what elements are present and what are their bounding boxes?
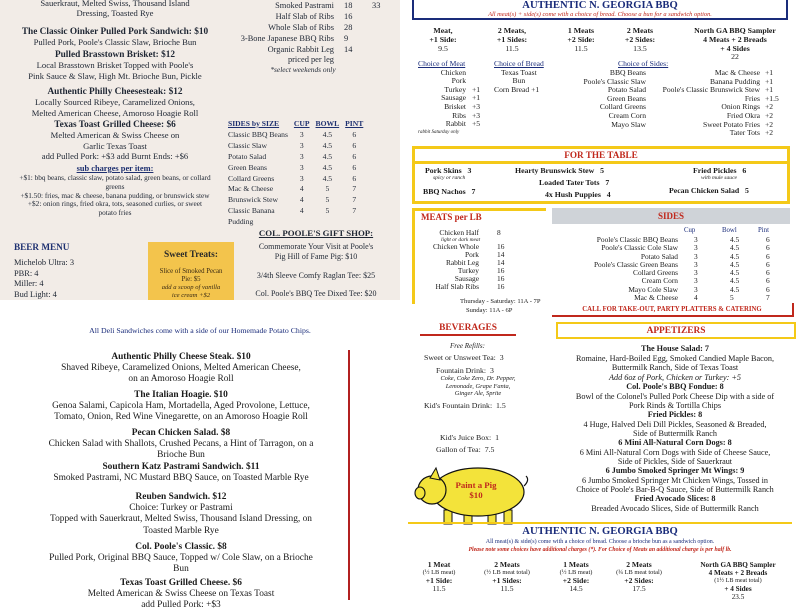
side-option: Cream Corn [608, 110, 646, 120]
side-price: 4 [299, 195, 304, 205]
meat-lb-row [415, 229, 546, 237]
sides-by-size-table [224, 118, 367, 229]
appetizer-name: 6 Mini All-Natural Corn Dogs: 8 [618, 438, 732, 447]
side-name: Brunswick Stew [228, 195, 278, 205]
deli-item-desc: Shaved Ribeye, Caramelized Onions, Melted American Cheese, [61, 363, 301, 374]
cup-price: 3 [694, 284, 698, 294]
meat-lb-price: 8 [497, 228, 501, 237]
appetizer-item [550, 382, 800, 411]
side-price: 4.5 [322, 162, 333, 172]
meat-upcharge: +3 [472, 110, 481, 120]
meat-lb-name: Chicken Half [439, 228, 479, 237]
appetizer-desc: Breaded Avocado Slices, Side of Buttermilk Ranch [591, 503, 759, 513]
meat-name: Pork [451, 76, 466, 86]
bowl-price: 4.5 [730, 251, 740, 261]
side-upcharge: +2 [765, 119, 774, 129]
meat-lb-name: Turkey [457, 266, 479, 275]
side-option: Green Beans [606, 93, 646, 103]
side-row [226, 218, 365, 227]
meat-lb-name: Pork [465, 250, 479, 259]
choice-of-bread: Choice of Bread Texas Toast Bun Corn Bread +1 [494, 59, 544, 94]
cup-price: 3 [694, 251, 698, 261]
deli-item-desc: on an Amoroso Hoagie Roll [128, 374, 234, 385]
side-price: 3 [299, 173, 304, 183]
side-name: Classic BBQ Beans [228, 129, 288, 139]
side-price: 6 [352, 129, 357, 139]
gift-shop: COL. POOLE'S GIFT SHOP: Commemorate Your Visit at Poole's Pig Hill of Fame Pig: $10 3/4th Sleeve Comfy Raglan Tee: $25 Col. Poole's BBQ Tee Dixed Tee: $20 [255, 228, 377, 298]
combo: 2 Meats (½ LB meat total) +1 Sides: 11.5 [484, 560, 530, 593]
side-name: Potato Salad [640, 251, 678, 261]
pint-price: 6 [766, 235, 770, 244]
combo: 2 Meats, +1 Sides: 11.5 [496, 26, 528, 53]
meat-lb-price: 16 [497, 242, 505, 251]
side-row [226, 131, 365, 140]
meat-lb-row [415, 283, 546, 291]
table-item: Loaded Tater Tots 7 [539, 178, 610, 187]
meat-lb-name: Half Slab Ribs [435, 282, 479, 291]
pig-label: Paint a Pig $10 [455, 480, 497, 500]
choice-of-sides: Choice of Sides: BBQ Beans Poole's Classic Slaw Potato Salad Green Beans Collard Greens Cream Corn Mayo Slaw Mac & Cheese +1 Banana Pudding +1 Poole's Classic Brunswick Stew +1 Fries +1.5 Onion Rings +2 Fried Okra +2 Sweet Potato Fries +2 Tater Tots +2 [572, 60, 788, 69]
appetizer-item [550, 344, 800, 382]
side-price: 6 [352, 162, 357, 172]
sides-header-row: SIDES by SIZE CUP BOWL PINT [228, 119, 364, 128]
appetizer-item [550, 494, 800, 513]
side-name: Mayo Cole Slaw [628, 284, 678, 294]
deli-item-name: Col. Poole's Classic. $8 [135, 542, 227, 552]
bev-item: Kid's Juice Box: 1 [440, 433, 500, 442]
side-row [226, 196, 365, 205]
combo: North GA BBQ Sampler 4 Meats + 2 Breads + 4 Sides 22 [694, 26, 776, 62]
meats-per-lb-box: MEATS per LB Chicken Half 8 light or dark meat Chicken Whole 16 Pork 14 Rabbit Leg 14 Turkey 16 Sausage 16 Half Slab Ribs 16 [412, 208, 546, 304]
meat-upcharge: +1 [472, 93, 481, 103]
appetizer-item [550, 466, 800, 495]
deli-item-desc: Pulled Pork, Original BBQ Sauce, Topped w/ Cole Slaw, on a Brioche [49, 553, 313, 564]
side-upcharge: +2 [765, 128, 774, 138]
call-banner: CALL FOR TAKE-OUT, PARTY PLATTERS & CATERING [552, 303, 794, 317]
appetizer-name: Col. Poole's BBQ Fondue: 8 [626, 382, 724, 391]
meat-name: Turkey [444, 84, 466, 94]
meats-lb-list [415, 229, 546, 291]
deli-item-desc: Chicken Salad with Shallots, Crushed Pecans, a Hint of Tarragon, on a [48, 439, 314, 450]
table-item: Pecan Chicken Salad 5 [669, 186, 749, 195]
pint-price: 6 [766, 243, 770, 253]
combo: 2 Meats +2 Sides: 13.5 [624, 26, 656, 53]
sweet-treats-box: Sweet Treats: Slice of Smoked Pecan Pie: $5 add a scoop of vanilla ice cream +$2 [148, 242, 234, 302]
side-price: 4 [299, 206, 304, 216]
deli-item-desc: Toasted Marble Rye [143, 525, 219, 536]
beer-menu: BEER MENU Michelob Ultra: 3 PBR: 4 Miller: 4 Bud Light: 4 [14, 242, 75, 299]
meat-lb-price: 14 [497, 250, 505, 259]
sides-list [560, 236, 790, 302]
meat-lb-row [415, 267, 546, 275]
ribs-list: Smoked Pastrami 18 33 Half Slab of Ribs 16 Whole Slab of Ribs 28 3-Bone Japanese BBQ Ribs 9 Organic Rabbit Leg 14 priced per leg *select weekends only [238, 0, 380, 75]
deli-item [14, 390, 348, 424]
appetizer-desc: 6 Mini All-Natural Corn Dogs with Side of Cheese Sauce, [579, 447, 771, 457]
side-upcharge: +1 [765, 85, 774, 95]
side-price: 5 [325, 206, 330, 216]
side-option: Poole's Classic Slaw [583, 76, 646, 86]
meat-choice [418, 69, 480, 78]
appetizer-desc: Pork Rinds & Tortilla Chips [628, 401, 722, 411]
pint-price: 6 [766, 268, 770, 278]
side-price [343, 218, 365, 227]
side-upcharge: +2 [765, 102, 774, 112]
side-price: 4.5 [322, 173, 333, 183]
rib-row: 3-Bone Japanese BBQ Ribs 9 [240, 34, 349, 43]
side-price: 6 [352, 151, 357, 161]
menu-item-brisket: Pulled Brasstown Brisket: $12 Local Brasstown Brisket Topped with Poole's Pink Sauce & Slaw, High Mt. Brioche Bun, Pickle [28, 50, 202, 81]
menu-page-georgia-bbq: AUTHENTIC N. GEORGIA BBQ All meat(s) + side(s) come with a choice of bread. Choose a bun for a sandwich option. Meat, +1 Side: 9.5 2 Meats, +1 Sides: 11.5 1 Meats +2 Side: 11.5 2 Meats +2 Sides: 13.5 North GA BBQ Sampler 4 Meats + 2 Breads + 4 Sides 22 Choice of Meat Chicken Pork Turkey +1 Sausage +1 Brisket +3 Ribs +3 Rabbit +5 rabbit Saturday only Choice of Bread Texas Toast Bun Corn Bread +1 Choice of Sides: BBQ Beans Poole's Classic Slaw Potato Salad Green Beans Collard Greens Cream Corn Mayo Slaw Mac & Cheese +1 Banana Pudding +1 Poole's Classic Brunswick Stew +1 Fries +1.5 Onion Rings +2 Fried Okra +2 Sweet Potato Fries +2 Tater Tots +2 FOR THE TABLE Pork Skins 3 spicy or ranch Hearty Brunswick Stew 5 Fried Pickles 6 with mule sauce BBQ Nachos 7 Loaded Tater Tots 7 Pecan Chicken Salad 5 4x Hush Puppies 4 MEATS per LB Chicken Half 8 light or dark meat Chicken Whole 16 Pork 14 Rabbit Leg 14 Turkey 16 Sausage 16 Half Slab Ribs 16 Thursday - Saturday: 11A - 7P Sunday: 11A - 6P SIDES Cup Bowl Pint Poole's Classic BBQ Beans 3 4.5 6 Poole's Classic Cole Slaw 3 4.5 6 Potato Salad 3 4.5 6 Poole's Classic Green Beans 3 4.5 6 Collard Greens 3 4.5 6 Cream Corn 3 4.5 6 Mayo Cole Slaw 3 4.5 6 Mac & Cheese 4 5 7 CALL FOR TAKE-OUT, PARTY PLATTERS & CATERING [400, 0, 800, 318]
sides-body [226, 131, 365, 227]
deli-item-name: Texas Toast Grilled Cheese. $6 [120, 578, 242, 588]
table-item: Hearty Brunswick Stew 5 [515, 166, 605, 175]
meat-upcharge: +3 [472, 101, 481, 111]
side-price: 3 [299, 151, 304, 161]
cup-price: 3 [694, 243, 698, 253]
beer-row: Michelob Ultra: 3 [14, 258, 75, 267]
deli-item-desc: Tomato, Onion, Red Wine Vinegarette, on an Amoroso Hoagie Roll [54, 412, 308, 423]
side-price: 7 [352, 206, 357, 216]
combo: 1 Meats (½ LB meat) +2 Side: 14.5 [559, 560, 593, 593]
bowl-price: 5 [730, 293, 734, 303]
meat-lb-price: 16 [497, 274, 505, 283]
side-price: 3 [299, 140, 304, 150]
appetizers-header: APPETIZERS [556, 322, 796, 339]
menu-photo-sandwiches [0, 0, 400, 300]
side-name: Fries [744, 93, 760, 103]
side-name: Classic Banana [228, 206, 275, 216]
meat-name: Brisket [444, 101, 466, 111]
appetizer-desc: Side of Pickles, Side of Sauerkraut [617, 457, 733, 467]
meat-lb-name: Chicken Whole [432, 242, 479, 251]
deli-item-desc: Genoa Salami, Capicola Ham, Mortadella, Aged Provolone, Lettuce, [52, 401, 310, 412]
deli-item-name: The Italian Hoagie. $10 [134, 390, 228, 400]
side-price: 3 [299, 129, 304, 139]
side-row [226, 153, 365, 162]
menu-item-cheesesteak: Authentic Philly Cheesesteak: $12 Locally Sourced Ribeye, Caramelized Onions, Melted American Cheese, Amoroso Hoagie Roll [31, 87, 199, 118]
pint-price: 7 [766, 293, 770, 303]
appetizer-name: Fried Avocado Slices: 8 [634, 494, 716, 503]
fountain-flavors: Coke, Coke Zero, Dr. Pepper, Lemonade, Grape Fanta, Ginger Ale, Sprite [440, 375, 516, 398]
side-name: Tater Tots [729, 128, 760, 138]
bowl-price: 4.5 [730, 268, 740, 278]
appetizer-desc: Buttermilk Ranch, Side of Texas Toast [611, 363, 739, 373]
pint-price: 6 [766, 276, 770, 286]
deli-item-desc: Choice: Turkey or Pastrami [129, 503, 233, 514]
side-price: 6 [352, 173, 357, 183]
sub-charges: sub charges per item: +$1: bbq beans, classic slaw, potato salad, green beans, or collard greens +$1.50: fries, mac & cheese, banana pudding, or brunswick stew +$2: onion rings, fried okra, tots, seasoned curlies, or sweet potato fries [19, 164, 211, 217]
appetizer-name: The House Salad: 7 [640, 344, 709, 353]
deli-item-desc: Smoked Pastrami, NC Mustard BBQ Sauce, on Toasted Marble Rye [53, 473, 309, 484]
red-divider [348, 350, 350, 600]
table-item: Pork Skins 3 [425, 166, 472, 175]
meat-lb-row [415, 243, 546, 251]
table-item: BBQ Nachos 7 [423, 187, 476, 196]
meat-name: Sausage [441, 93, 466, 103]
side-option: Mayo Slaw [611, 119, 646, 129]
menu-item-grilled-cheese: Texas Toast Grilled Cheese: $6 Melted American & Swiss Cheese on Garlic Texas Toast add Pulled Pork: +$3 add Burnt Ends: +$6 [41, 120, 189, 162]
meat-name: Ribs [452, 110, 466, 120]
appetizer-desc: Bowl of the Colonel's Pulled Pork Cheese Dip with a side of [575, 391, 775, 401]
appetizer-desc: Side of Buttermilk Ranch [633, 429, 717, 439]
side-price: 4 [299, 184, 304, 194]
pint-price: 6 [766, 284, 770, 294]
side-option: BBQ Beans [609, 68, 646, 77]
side-price: 4.5 [322, 151, 333, 161]
side-row [226, 185, 365, 194]
appetizer-desc: Romaine, Hard-Boiled Egg, Smoked Candied Maple Bacon, [575, 353, 775, 363]
meat-upcharge: +1 [472, 84, 481, 94]
deli-item [14, 578, 348, 612]
meat-name: Chicken [440, 67, 466, 77]
hours: Thursday - Saturday: 11A - 7P Sunday: 11A - 6P [460, 298, 541, 314]
side-row [226, 142, 365, 151]
bev-item: Sweet or Unsweet Tea: 3 [424, 353, 504, 362]
side-row [226, 175, 365, 184]
meat-upcharge: +5 [472, 119, 481, 129]
side-name: Potato Salad [228, 151, 267, 161]
appetizer-desc: 6 Jumbo Smoked Springer Mt Chicken Wings, Tossed in [582, 475, 768, 485]
bowl-price: 4.5 [730, 259, 740, 269]
yellow-rule [408, 522, 792, 524]
cup-price: 3 [694, 235, 698, 244]
side-upcharge: +1.5 [765, 93, 779, 103]
meat-lb-price: 16 [497, 266, 505, 275]
menu-item-oinker: The Classic Oinker Pulled Pork Sandwich: $10 Pulled Pork, Poole's Classic Slaw, Brioche Bun [21, 27, 209, 48]
side-name: Poole's Classic BBQ Beans [596, 235, 678, 244]
title-box: AUTHENTIC N. GEORGIA BBQ All meat(s) + side(s) come with a choice of bread. Choose a bun for a sandwich option. [412, 0, 788, 20]
meat-lb-name: Rabbit Leg [445, 258, 479, 267]
beer-row: PBR: 4 [14, 268, 39, 278]
meat-lb-row [415, 251, 546, 259]
side-upcharge: +1 [765, 68, 774, 77]
bev-item: Gallon of Tea: 7.5 [436, 445, 495, 454]
appetizer-name: 6 Jumbo Smoked Springer Mt Wings: 9 [605, 466, 745, 475]
side-name: Collard Greens [228, 173, 275, 183]
appetizer-desc: 4 Huge, Halved Deli Dill Pickles, Seasoned & Breaded, [583, 419, 767, 429]
side-price: 7 [352, 184, 357, 194]
deli-item-name: Authentic Philly Cheese Steak. $10 [111, 352, 251, 362]
deli-item [14, 462, 348, 484]
deli-item [14, 352, 348, 386]
side-option [648, 129, 788, 138]
side-row [226, 164, 365, 173]
side-name: Green Beans [228, 162, 268, 172]
side-option: Potato Salad [607, 85, 646, 95]
rib-row: Half Slab of Ribs 16 [275, 12, 353, 21]
side-price: 5 [325, 195, 330, 205]
bev-item: Kid's Fountain Drink: 1.5 [424, 401, 506, 410]
meat-name: Rabbit [445, 119, 466, 129]
choice-of-meat: Choice of Meat Chicken Pork Turkey +1 Sausage +1 Brisket +3 Ribs +3 Rabbit +5 rabbit Saturday only [418, 59, 481, 135]
deli-item [14, 428, 348, 462]
side-name: Mac & Cheese [228, 184, 274, 194]
bowl-price: 4.5 [730, 276, 740, 286]
meat-lb-note: light or dark meat [441, 237, 481, 243]
meat-lb-row [415, 259, 546, 267]
side-name: Poole's Classic Green Beans [593, 259, 678, 269]
rib-row: Whole Slab of Ribs 28 [268, 23, 353, 32]
side-price: 4.5 [322, 140, 333, 150]
cup-price: 3 [694, 259, 698, 269]
side-name: Collard Greens [633, 268, 678, 278]
bowl-price: 4.5 [730, 284, 740, 294]
rib-row: Organic Rabbit Leg 14 [267, 45, 353, 54]
combo: Meat, +1 Side: 9.5 [429, 26, 457, 53]
side-price: 5 [325, 184, 330, 194]
side-price: 3 [299, 162, 304, 172]
side-price: 4.5 [322, 129, 333, 139]
side-upcharge: +2 [765, 110, 774, 120]
combo: 2 Meats (¾ LB meat total) +2 Sides: 17.5 [616, 560, 662, 593]
reuben-continued: Sauerkraut, Melted Swiss, Thousand Island Dressing, Toasted Rye [40, 0, 190, 19]
menu-page-beverages-appetizers: BEVERAGES Free Refills: Sweet or Unsweet Tea: 3 Fountain Drink: 3 Coke, Coke Zero, Dr. Pepper, Lemonade, Grape Fanta, Ginger Ale, Sprite Kid's Fountain Drink: 1.5 Kid's Juice Box: 1 Gallon of Tea: 7.5 Paint a Pig $10 APPETIZERS The House Salad: 7 Romaine, Hard-Boiled Egg, Smoked Candied Maple Bacon, Buttermilk Ranch, Side of Texas Toast Add 6oz of Pork, Chicken or Turkey: +5 Col. Poole's BBQ Fondue: 8 Bowl of the Colonel's Pulled Pork Cheese Dip with a side of Pork Rinds & Tortilla Chips Fried Pickles: 8 4 Huge, Halved Deli Dill Pickles, Seasoned & Breaded, Side of Buttermilk Ranch 6 Mini All-Natural Corn Dogs: 8 6 Mini All-Natural Corn Dogs with Side of Cheese Sauce, Side of Pickles, Side of Sauerkraut 6 Jumbo Smoked Springer Mt Wings: 9 6 Jumbo Smoked Springer Mt Chicken Wings, Tossed in Choice of Poole's Bar-B-Q Sauce, Side of Buttermilk Ranch Fried Avocado Slices: 8 Breaded Avocado Slices, Side of Buttermilk Ranch AUTHENTIC N. GEORGIA BBQ All meat(s) & side(s) come with a choice of bread. Choose a brioche bun as a sandwich option. Please note some choices have additional charges (*). For Choice of Meats an additional charge is per half lb. 1 Meat (½ LB meat) +1 Side: 11.5 2 Meats (½ LB meat total) +1 Sides: 11.5 1 Meats (½ LB meat) +2 Side: 14.5 2 Meats (¾ LB meat total) +2 Sides: 17.5 North GA BBQ Sampler 4 Meats + 2 Breads (1½ LB meat total) + 4 Sides 23.5 [400, 318, 800, 600]
combo: North GA BBQ Sampler 4 Meats + 2 Breads (1½ LB meat total) + 4 Sides 23.5 [700, 561, 776, 601]
pint-price: 6 [766, 251, 770, 261]
bev-item: Fountain Drink: 3 [436, 366, 494, 375]
side-name: Classic Slaw [228, 140, 268, 150]
deli-item-desc: Topped with Sauerkraut, Melted Swiss, Thousand Island Dressing, on [50, 514, 312, 525]
pint-price: 6 [766, 259, 770, 269]
deli-item [14, 492, 348, 537]
side-price [314, 218, 342, 227]
side-name: Poole's Classic Cole Slaw [601, 243, 678, 253]
sides-left [572, 69, 646, 129]
combo: 1 Meats +2 Side: 11.5 [567, 26, 595, 53]
sides-right [648, 69, 788, 138]
beer-row: Miller: 4 [14, 279, 44, 289]
side-name: Sweet Potato Fries [703, 119, 760, 129]
table-item: Fried Pickles 6 [693, 166, 747, 175]
meat-choice [418, 120, 480, 129]
side-row [560, 294, 790, 302]
deli-item-desc: Brioche Bun [157, 450, 205, 461]
side-name: Banana Pudding [710, 76, 760, 86]
side-name: Poole's Classic Brunswick Stew [662, 85, 760, 95]
cup-price: 3 [694, 276, 698, 286]
deli-item-name: Southern Katz Pastrami Sandwich. $11 [102, 462, 260, 472]
side-option: Collard Greens [599, 102, 646, 112]
side-row [226, 207, 365, 216]
menu-page-deli-sandwiches: All Deli Sandwiches come with a side of our Homemade Potato Chips. Authentic Philly Cheese Steak. $10 Shaved Ribeye, Caramelized Onions, Melted American Cheese, on an Amoroso Hoagie Roll The Italian Hoagie. $10 Genoa Salami, Capicola Ham, Mortadella, Aged Provolone, Lettuce, Tomato, Onion, Red Wine Vinegarette, on an Amoroso Hoagie Roll Pecan Chicken Salad. $8 Chicken Salad with Shallots, Crushed Pecans, a Hint of Tarragon, on a Brioche Bun Southern Katz Pastrami Sandwich. $11 Smoked Pastrami, NC Mustard BBQ Sauce, on Toasted Marble Rye Reuben Sandwich. $12 Choice: Turkey or Pastrami Topped with Sauerkraut, Melted Swiss, Thousand Island Dressing, on Toasted Marble Rye Col. Poole's Classic. $8 Pulled Pork, Original BBQ Sauce, Topped w/ Cole Slaw, on a Brioche Bun Texas Toast Grilled Cheese. $6 Melted American & Swiss Cheese on Texas Toast add Pulled Pork: +$3 [0, 300, 400, 600]
cup-price: 4 [694, 293, 698, 303]
deli-item-desc: Bun [173, 564, 189, 575]
side-price: 7 [352, 195, 357, 205]
bowl-price: 4.5 [730, 243, 740, 253]
meat-lb-price: 14 [497, 258, 505, 267]
sides-header-bar: SIDES [552, 208, 790, 224]
for-the-table-box: FOR THE TABLE Pork Skins 3 spicy or ranch Hearty Brunswick Stew 5 Fried Pickles 6 with mule sauce BBQ Nachos 7 Loaded Tater Tots 7 Pecan Chicken Salad 5 4x Hush Puppies 4 [412, 146, 790, 204]
combo: 1 Meat (½ LB meat) +1 Side: 11.5 [422, 560, 456, 593]
deli-item-desc: Melted American & Swiss Cheese on Texas Toast [87, 589, 275, 600]
side-name: Fried Okra [726, 110, 760, 120]
deli-item-desc: add Pulled Pork: +$3 [141, 600, 221, 611]
meat-list [418, 69, 480, 129]
meat-lb-price: 16 [497, 282, 505, 291]
side-upcharge: +1 [765, 76, 774, 86]
table-item: 4x Hush Puppies 4 [545, 190, 611, 199]
side-name: Cream Corn [641, 276, 678, 286]
beer-row: Bud Light: 4 [14, 289, 57, 299]
side-name: Mac & Cheese [634, 293, 678, 303]
deli-item-name: Pecan Chicken Salad. $8 [131, 428, 231, 438]
deli-item-name: Reuben Sandwich. $12 [135, 492, 227, 502]
appetizer-desc: Choice of Poole's Bar-B-Q Sauce, Side of Buttermilk Ranch [576, 485, 774, 495]
cup-price: 3 [694, 268, 698, 278]
bowl-price: 4.5 [730, 235, 740, 244]
rib-row: Smoked Pastrami 18 33 [275, 1, 381, 10]
side-price: 6 [352, 140, 357, 150]
side-name: Pudding [228, 217, 254, 227]
appetizer-item [550, 410, 800, 439]
side-name: Onion Rings [721, 102, 760, 112]
appetizer-desc: Add 6oz of Pork, Chicken or Turkey: +5 [609, 372, 741, 382]
meat-choice [418, 103, 480, 112]
side-price [292, 218, 312, 227]
appetizer-item [550, 438, 800, 467]
appetizer-name: Fried Pickles: 8 [647, 410, 703, 419]
side-name: Mac & Cheese [714, 68, 760, 77]
meat-lb-name: Sausage [454, 274, 479, 283]
deli-item [14, 542, 348, 576]
